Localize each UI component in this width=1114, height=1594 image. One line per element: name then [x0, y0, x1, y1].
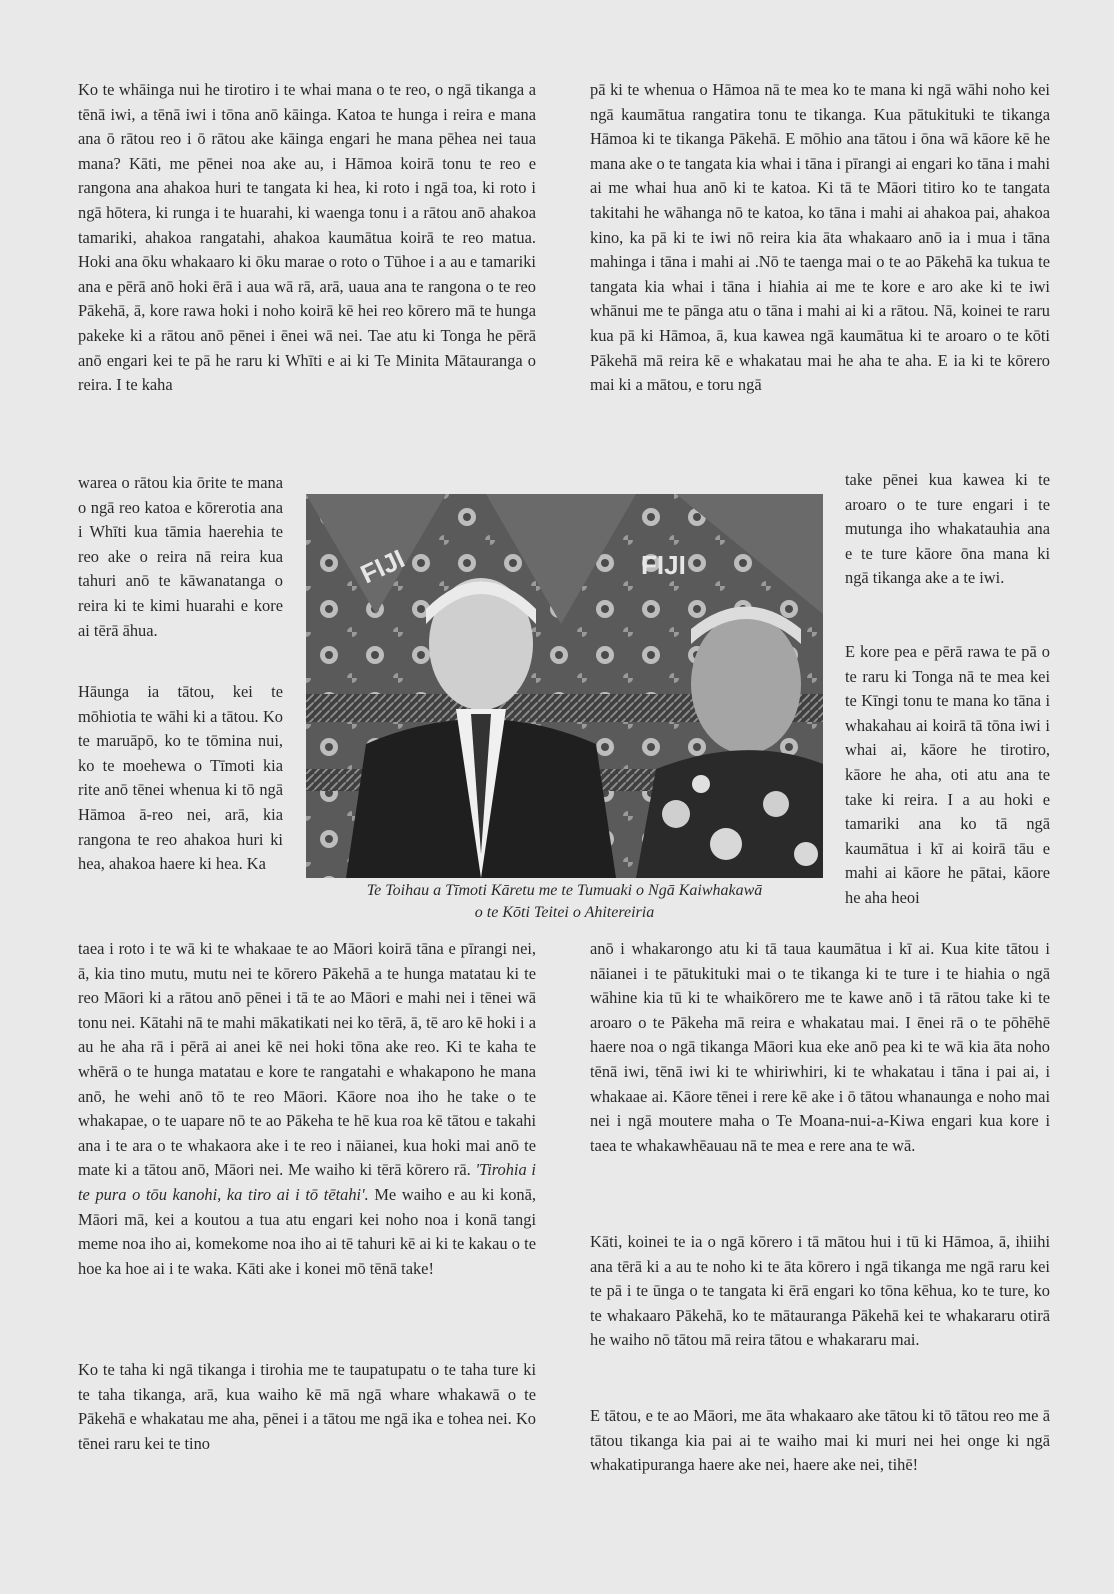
right-para1-narrow: take pēnei kua kawea ki te aroaro o te ture engari i te mutunga iho whakatauhia ana e te ture kāore ōna mana ki ngā tikanga ake a te iwi.: [845, 470, 1050, 588]
right-para2-wide: anō i whakarongo atu ki tā taua kaumātua i kī ai. Kua kite tātou i nāianei i te pātukituki mai o te tikanga ki te ture i te hiahia o ngā wāhine kia tū ki te whaikōrero me te kawe anō i tā rātou take ki te aroaro o te Pākeha mā reira e whakatau mai. I ēnei rā o te pōhēhē haere noa o ngā tikanga Māori kua eke anō pea ki te wā kia āta noho tēnā iwi, tēnā iwi ki te whiriwhiri, ki te whakatau i tāna i pai ai, i whakaae ai. Kāore tēnei i rere kē ake i ō tātou whanaunga e noho mai nei i ngā moutere maha o Te Moana-nui-a-Kiwa engari kua kore i taea te whakawhēauau nā te mea e rere ana te wā.: [590, 939, 1050, 1155]
left-para1-top: Ko te whāinga nui he tirotiro i te whai mana o te reo, o ngā tikanga a tēnā iwi, a tēnā iwi i tōna anō kāinga. Katoa te hunga i reira e mana ana ō rātou reo i ō rātou ake kāinga engari he mana pēhea nei taua mana? Kāti, me pēnei noa ake au, i Hāmoa koirā tonu te reo e rangona ana ahakoa huri te tangata ki hea, ki roto i ngā toa, ki roto i ngā hōtera, ki runga i te huarahi, ki waenga tonu i a rātou anō ahakoa tamariki, ahakoa rangatahi, ahakoa kaumātua koirā te reo matua. Hoki ana ōku whakaaro ki ōku marae o roto o Tūhoe i a au e tamariki ana e pērā anō hoki ērā i aua wā rā, arā, uaua ana te rangona o te reo Pākehā, ā, kore rawa hoki i noho koirā kē hei reo kōrero mā te hunga pakeke ki a rātou anō pēnei i ēnei wā nei. Tae atu ki Tonga he pērā anō engari kei te pā he raru ki Whīti e ai ki Te Minita Mātauranga o reira. I te kaha: [78, 80, 536, 395]
left-para1-narrow: warea o rātou kia ōrite te mana o ngā reo katoa e kōrerotia ana i Whīti kua tāmia haerehia te reo ake o reira nā reira kua tahuri anō te kāwanatanga o reira ki te kimi huarahi e kore ai tērā āhua.: [78, 473, 283, 640]
left-para3: Ko te taha ki ngā tikanga i tirohia me te taupatupatu o te taha ture ki te taha tikanga, arā, kua waiho kē mā ngā whare whakawā o te Pākehā e whakatau me aha, pēnei i a tātou me ngā ika e tohea nei. Ko tēnei raru kei te tino: [78, 1360, 536, 1453]
left-para2-narrow: Hāunga ia tātou, kei te mōhiotia te wāhi ki a tātou. Ko te maruāpō, ko te tōmina nui, ko te moehewa o Tīmoti kia rite anō tēnei whenua ki tō ngā Hāmoa ā-reo nei, arā, kia rangona te reo ahakoa huri ki hea, ahakoa haere ki hea. Ka: [78, 682, 283, 874]
right-para1-top: pā ki te whenua o Hāmoa nā te mea ko te mana ki ngā wāhi noho kei ngā kaumātua rangatira tonu te tikanga. Kua pātukituki te tikanga Hāmoa ki te tikanga Pākehā. E mōhio ana tātou i ōna wā kāore kē he mana ake o te tangata kia whai i tāna i pīrangi ai engari ko tāna i mahi ai me whai hua anō ki te katoa. Ki tā te Māori titiro ko te tangata takitahi he wāhanga nō te katoa, ko tāna i mahi ai ahakoa pai, ahakoa kino, ka pā ki te iwi nō reira kia āta whakaaro anō ia i mua i tāna mahinga i tāna i mahi ai .Nō te taenga mai o te ao Pākehā ka tukua te tangata kia whai i tāna i hiahia ai me te kore e aro ake ki te iwi whānui me te pānga atu o tāna i mahi ai ki a rātou. Nā, koinei te raru kua pā ki Hāmoa, ā, kua kawea ngā kaumātua ki te aroaro o te kōti Pākehā mā reira kē e whakatau mai he aha te aha. E ia ki te kōrero mai ki a mātou, e toru ngā: [590, 80, 1050, 395]
photo-caption: [306, 880, 823, 924]
banner-fiji-right: FIJI: [641, 550, 686, 580]
banner-fiji-left: FIJI: [355, 543, 410, 590]
photo-officials-fiji: [306, 494, 823, 878]
left-para2-wide: taea i roto i te wā ki te whakaae te ao Māori koirā tāna e pīrangi nei, ā, kia tino mutu, mutu nei te kōrero Pākehā a te hunga matatau ki te reo Māori ki a rātou anō pēnei i tā te ao Māori e mahi nei i tēnei wā tonu nei. Kātahi nā te mahi mākatikati nei ko tērā, ā, tē aro kē hoki i a au he aha rā i pērā ai anei kē nei hoki tōna ake reo. Ki te kaha te whērā o te hunga matatau e kore te rangatahi e whakapono he mana anō, he wehi anō tō te reo Māori. Kāore noa iho he take o te whakapae, o te uapare nō te ao Pākeha te hē kua roa kē tātou e takahi ana i te ara o te whakaora ake i te reo i nāianei, kua hoki mai anō te mate ki a tātou anō, Māori nei. Me waiho ki tērā kōrero rā. 'Tirohia i te pura o tōu kanohi, ka tiro ai i tō tētahi'. Me waiho e au ki konā, Māori mā, kei a koutou a tua atu engari kei noho noa i konā tangi meme noa iho ai, komekome noa iho ai tē tahuri kē ai ki te kakau o te hoe ka hoe ai i te waka. Kāti ake i konei mō tēnā take!: [78, 939, 536, 1278]
right-para3: Kāti, koinei te ia o ngā kōrero i tā mātou hui i tū ki Hāmoa, ā, ihiihi ana tērā ki a au te noho ki te āta kōrero i ngā tikanga me ngā raru kei te pā i te ūnga o te tangata ki ērā engari ko tōna kēhua, ko te ture, ko te whakaaro Pākehā, ko te mātauranga Pākehā kei te whakararu otirā he waiho nō tātou mā reira tātou e whakararu mai.: [590, 1232, 1050, 1350]
caption-line-2: o te Kōti Teitei o Ahitereiria: [474, 904, 655, 921]
right-para2-narrow: E kore pea e pērā rawa te pā o te raru ki Tonga nā te mea kei te Kīngi tonu te mana ko tāna i whakahau ai koirā tā tōna iwi i whai ai, kāore he tirotiro, kāore he aha, oti atu ana te take ki reira. I a au hoki e tamariki ana ko tā ngā kaumātua i kī ai koirā tāu e mahi ai kāore he pātai, kāore he aha heoi: [845, 642, 1050, 907]
right-para4: E tātou, e te ao Māori, me āta whakaaro ake tātou ki tō tātou reo me ā tātou tikanga kia pai ai te waiho mai ki muri nei hei onge ki ngā whakatipuranga haere ake nei, haere ake nei, tihē!: [590, 1406, 1050, 1475]
proverb-quote: 'Tirohia i te pura o tōu kanohi, ka tiro ai i tō tētahi'.: [78, 1160, 536, 1204]
caption-line-1: Te Toihau a Tīmoti Kāretu me te Tumuaki o Ngā Kaiwhakawā: [366, 882, 763, 899]
